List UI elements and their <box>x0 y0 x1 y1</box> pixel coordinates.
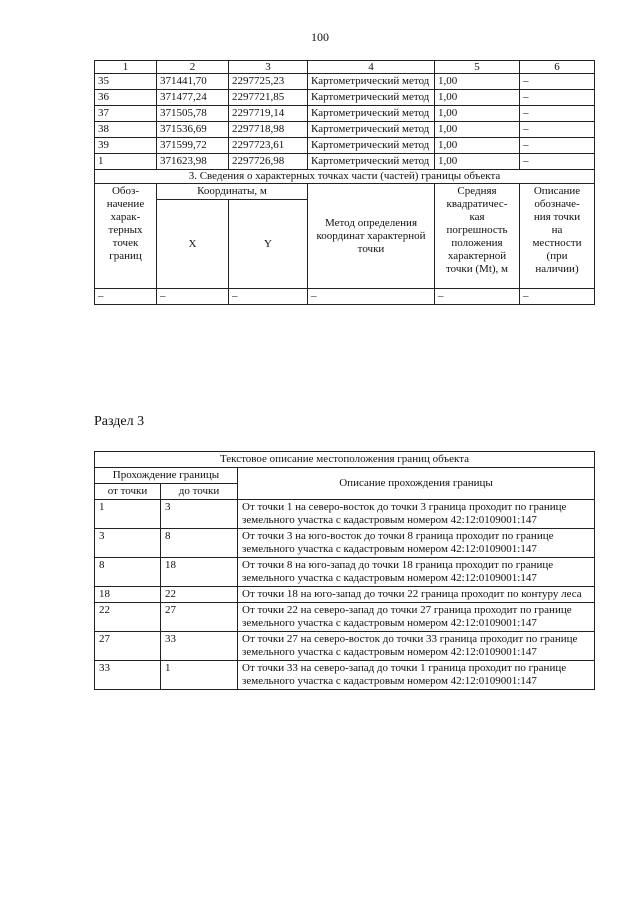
to-point: 1 <box>161 661 238 690</box>
method: Картометрический метод <box>308 138 435 154</box>
x-coordinate: 371441,70 <box>157 74 229 90</box>
accuracy: 1,00 <box>435 106 520 122</box>
table-row <box>95 603 595 632</box>
section-heading: Раздел 3 <box>94 414 145 429</box>
accuracy: 1,00 <box>435 90 520 106</box>
method: Картометрический метод <box>308 106 435 122</box>
to-header: до точки <box>161 484 238 500</box>
table-row <box>95 529 595 558</box>
point-description: – <box>520 90 595 106</box>
point-number: 39 <box>95 138 157 154</box>
point-number: 38 <box>95 122 157 138</box>
to-point: 33 <box>161 632 238 661</box>
boundary-description-table <box>94 451 595 690</box>
to-point: 18 <box>161 558 238 587</box>
column-number: 3 <box>229 61 308 74</box>
page-number: 100 <box>311 30 329 44</box>
table-row <box>95 500 595 529</box>
passage-description: От точки 33 на северо-запад до точки 1 граница проходит по границе земельного участка с кадастровым номером 42:12:0109001:147 <box>238 661 595 690</box>
table-row <box>95 587 595 603</box>
column-number: 4 <box>308 61 435 74</box>
point-number: 37 <box>95 106 157 122</box>
table-title-row <box>95 452 595 468</box>
column-number-row <box>95 61 595 74</box>
to-point: 3 <box>161 500 238 529</box>
from-point: 18 <box>95 587 161 603</box>
accuracy: 1,00 <box>435 122 520 138</box>
coordinates-table <box>94 60 595 305</box>
point-description: – <box>520 122 595 138</box>
section-3-title-row <box>95 170 595 184</box>
x-coordinate: 371477,24 <box>157 90 229 106</box>
table-row <box>95 661 595 690</box>
table-title: Текстовое описание местоположения границ объекта <box>95 452 595 468</box>
accuracy: 1,00 <box>435 154 520 170</box>
method: Картометрический метод <box>308 154 435 170</box>
from-point: 22 <box>95 603 161 632</box>
passage-description: От точки 3 на юго-восток до точки 8 граница проходит по границе земельного участка с кадастровым номером 42:12:0109001:147 <box>238 529 595 558</box>
coordinates-header: Координаты, м <box>157 184 308 200</box>
x-header: X <box>157 200 229 289</box>
table-row <box>95 558 595 587</box>
accuracy: 1,00 <box>435 74 520 90</box>
description-header: Описание прохождения границы <box>238 468 595 500</box>
header-row <box>95 468 595 484</box>
x-coordinate: 371599,72 <box>157 138 229 154</box>
y-coordinate: 2297719,14 <box>229 106 308 122</box>
passage-description: От точки 8 на юго-запад до точки 18 граница проходит по границе земельного участка с кадастровым номером 42:12:0109001:147 <box>238 558 595 587</box>
empty-cell: – <box>520 289 595 305</box>
passage-description: От точки 22 на северо-запад до точки 27 граница проходит по границе земельного участка с кадастровым номером 42:12:0109001:147 <box>238 603 595 632</box>
y-coordinate: 2297726,98 <box>229 154 308 170</box>
from-header: от точки <box>95 484 161 500</box>
point-number: 35 <box>95 74 157 90</box>
table-row <box>95 122 595 138</box>
empty-cell: – <box>308 289 435 305</box>
y-coordinate: 2297721,85 <box>229 90 308 106</box>
table-row <box>95 632 595 661</box>
passage-description: От точки 27 на северо-восток до точки 33 граница проходит по границе земельного участка с кадастровым номером 42:12:0109001:147 <box>238 632 595 661</box>
from-point: 8 <box>95 558 161 587</box>
point-description: – <box>520 106 595 122</box>
point-description: – <box>520 74 595 90</box>
table-row <box>95 106 595 122</box>
designation-header: Обоз- начение харак- терных точек границ <box>95 184 157 289</box>
table-row <box>95 138 595 154</box>
from-point: 27 <box>95 632 161 661</box>
to-point: 27 <box>161 603 238 632</box>
accuracy: 1,00 <box>435 138 520 154</box>
x-coordinate: 371536,69 <box>157 122 229 138</box>
method: Картометрический метод <box>308 74 435 90</box>
table-row <box>95 154 595 170</box>
column-number: 6 <box>520 61 595 74</box>
column-number: 2 <box>157 61 229 74</box>
part-points-header-row <box>95 184 595 200</box>
method-header: Метод определения координат характерной точки <box>308 184 435 289</box>
to-point: 8 <box>161 529 238 558</box>
point-description: – <box>520 138 595 154</box>
passage-description: От точки 1 на северо-восток до точки 3 граница проходит по границе земельного участка с кадастровым номером 42:12:0109001:147 <box>238 500 595 529</box>
method: Картометрический метод <box>308 122 435 138</box>
passage-header: Прохождение границы <box>95 468 238 484</box>
y-coordinate: 2297723,61 <box>229 138 308 154</box>
method: Картометрический метод <box>308 90 435 106</box>
description-header: Описание обозначе- ния точки на местности (при наличии) <box>520 184 595 289</box>
x-coordinate: 371623,98 <box>157 154 229 170</box>
column-number: 5 <box>435 61 520 74</box>
from-point: 3 <box>95 529 161 558</box>
table-row <box>95 74 595 90</box>
empty-cell: – <box>157 289 229 305</box>
point-number: 36 <box>95 90 157 106</box>
point-number: 1 <box>95 154 157 170</box>
y-coordinate: 2297725,23 <box>229 74 308 90</box>
empty-cell: – <box>435 289 520 305</box>
section-3-title: 3. Сведения о характерных точках части (частей) границы объекта <box>95 170 595 184</box>
empty-cell: – <box>95 289 157 305</box>
point-description: – <box>520 154 595 170</box>
x-coordinate: 371505,78 <box>157 106 229 122</box>
accuracy-header: Средняя квадратичес- кая погрешность положения характерной точки (Mt), м <box>435 184 520 289</box>
table-row <box>95 90 595 106</box>
y-header: Y <box>229 200 308 289</box>
from-point: 1 <box>95 500 161 529</box>
to-point: 22 <box>161 587 238 603</box>
from-point: 33 <box>95 661 161 690</box>
column-number: 1 <box>95 61 157 74</box>
empty-cell: – <box>229 289 308 305</box>
empty-row <box>95 289 595 305</box>
passage-description: От точки 18 на юго-запад до точки 22 граница проходит по контуру леса <box>238 587 595 603</box>
y-coordinate: 2297718,98 <box>229 122 308 138</box>
